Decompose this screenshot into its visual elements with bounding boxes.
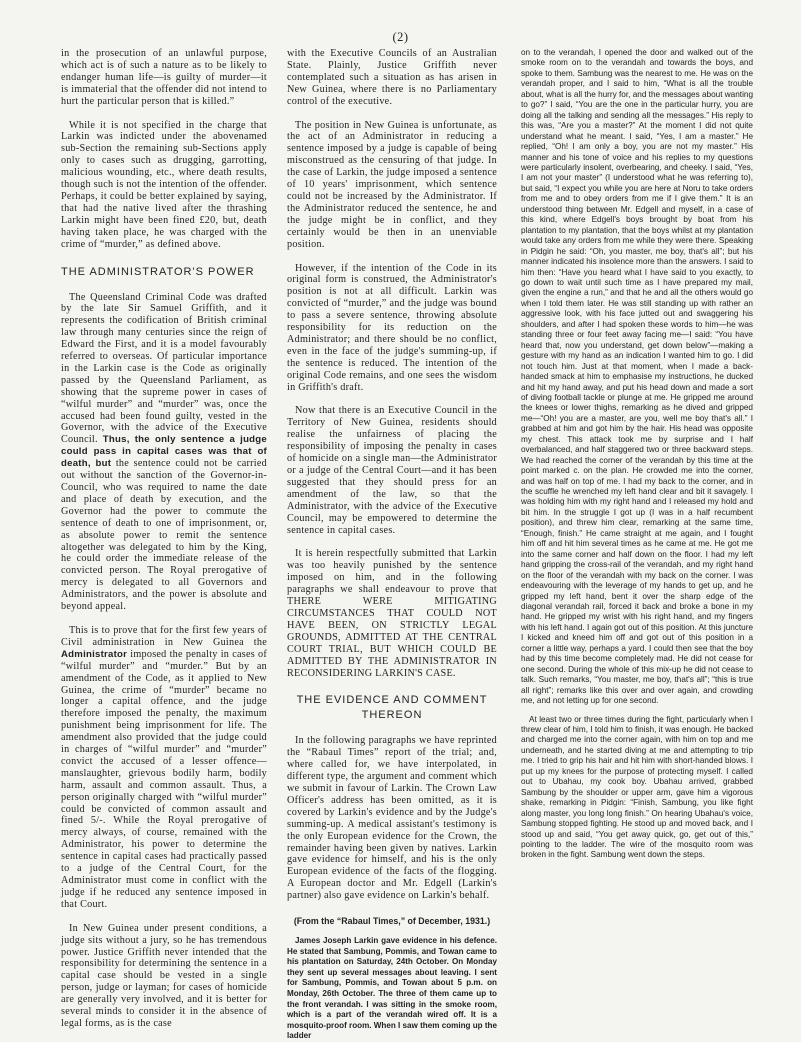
paragraph: in the prosecution of an unlawful purpose, which act is of such a nature as to be likely to endanger human life—is guilty of murder—it is immaterial that the offender did not intend to hurt the particular person that is killed.” — [61, 48, 267, 107]
text-run: the sentence could not be carried out without the sanction of the Governor-in-Council, who was required to name the date and place of death by execution, and the Governor had the power to commute the sentence of death to one of imprisonment, or, as absolute power to remit the sentence altogether was delegated to him by the King, he could order the immediate release of the convicted person. The Royal prerogative of mercy is delegated to all Governors and Administrators, and the power is absolute and beyond appeal. — [61, 458, 268, 613]
paragraph: In New Guinea under present conditions, a judge sits without a jury, so he has tremendous power. Justice Griffith never intended that the responsibility for determining the sentence in a capital case should be vested in a single person, judge or layman; for cases of homicide are generally very involved, and it is better for several minds to consider it in the absence of legal forms, as is the case — [61, 922, 267, 1029]
paragraph: on to the verandah, I opened the door and walked out of the smoke room on to the verandah and towards the boys, and spoke to them. Sambung was the nearest to me. He was on the verandah proper, and I said to him, “What is all the trouble about, what is all the hurry for, and the messages about wanting to go?” I said, “You are the one in the particular hurry, you are doing all the talking and sending all the messages.” His reply to this was, “Are you a master?” At the moment I did not quite understand what he meant. I said, “Yes, I am a master.” He replied, “Oh! I am only a boy, you are not my master.” His manner and his tone of voice and his replies to my questions were particularly insolent, overbearing, and cheeky. I said, “Yes, I am not your master” (I understood what he was referring to), but said, “I expect you while you are here at Noru to take orders from me and to obey orders from me if I give them.” It is an understood thing between Mr. Edgell and myself, in a case of this kind, where Edgell's boys brought by boat from his plantation to my plantation, that the boys whilst at my plantation would take any orders from me while they were there. Speaking in Pidgin he said: “Oh, you master, me boy, that's all”; but his manner indicated his insolence more than the answers. I said to him then: “Have you heard what I have said to you exactly, to go down to wait until such time as I have prepared my mail, given the engine a run,” and that he and all the others would go when I told them later. He was still standing up with rather an aggressive look, with his face jutted out and swaggering his shoulders, and after I had spoken these words to him—he was standing three or four feet away facing me—I said: “You have heard that, now you understand, get down below”—making a gesture with my hand as an indication I wanted him to go. I did not touch him. Just at that moment, when I made a back-handed smack at him to emphasise my instructions, he ducked and hit my hand away, and put his head down and made a sort of diving football tackle or plunge at me. He gripped me around the knees or lower thighs, remarking as he dived and gripped me—“Oh! you are a master, are you, well me boy that's all.” I grabbed at him and got him by the hair. His head was opposite my chest. This attack took me by surprise and I half overbalanced, and half staggered two or three backward steps. We had reached the corner of the verandah by this time at the point marked c. on the plan. He crowded me into the corner, and was half on top of me. I had my back to the corner, and in the scuffle he wrenched my left hand clear and bit it savagely. I was holding him with my right hand and I released my hold and bit him. In the struggle I got up (I was in a half recumbent position), and threw him clear, remarking at the same time, “Enough, finish.” He came straight at me again, and I fought him off and hit him several times as he came at me. He got me into the same corner and half down on the floor. I had my left hand gripping the cross-rail of the verandah, and my right hand on the floor of the verandah with my back on the corner. I was endeavouring with the leverage of my hands to get up, and he gripped my left hand, bent it over the sharp edge of the diagonal verandah rail, forced it back and broke a bone in my hand. He gripped my wrist with his right hand, and my fingers with his left hand. I again got out of this position. At this juncture I kicked and kneed him off and got out of this position in a corner a little way, perhaps a yard. I could then see that the boy had by this time become completely mad. He did not cease for one second. During the whole of this mix-up he did not cease to talk. Such remarks, “You master, me boy, that's all”; “this is true all right”; remarks like this over and over again, and crowding me, and not letting up for one second. — [521, 48, 753, 706]
page-number: (2) — [392, 30, 409, 44]
paragraph: However, if the intention of the Code in its original form is construed, the Administrator's position is not at all difficult. Larkin was convicted of “murder,” and the judge was bound to pass a severe sentence, throwing absolute responsibility for its reduction on the Administrator; and there should be no conflict, even in the face of the judge's summing-up, if the sentence is reduced. The intention of the original Code remains, and one sees the wisdom in Griffith's draft. — [287, 262, 497, 393]
paragraph: At least two or three times during the fight, particularly when I threw clear of him, I told him to finish, it was enough. He backed and charged me into the corner again, with him on top and me underneath, and he started diving at me and attempting to trip me. I tried to grip his hair and hit him with short-handed blows. I put up my knees for the purpose of protecting myself. I called out to Ubahau, my cook boy. Ubahau arrived, grabbed Sambung by the shoulder or upper arm, gave him a vigorous shake, remarking in Pidgin: “Finish, Sambung, you like fight along master, you long long finish.” On hearing Ubahau's voice, Sambung stopped fighting. He stood up and moved back, and I stood up and said, “You get away quick, go, get out of this,” pointing to the ladder. The wire of the mosquito room was broken in the fight. Sambung went down the steps. — [521, 714, 753, 860]
section-heading: THE ADMINISTRATOR'S POWER — [61, 265, 255, 278]
section-heading: THE EVIDENCE AND COMMENT THEREON — [296, 694, 488, 722]
paragraph — [287, 548, 497, 679]
paragraph — [61, 625, 267, 911]
paragraph: While it is not specified in the charge that Larkin was indicted under the abovenamed sub-Section the remaining sub-Sections apply only to cases such as drugging, garrotting, malicious wounding, etc., where death results, though such is not the intention of the offender. Perhaps, it could be better explained by saying, that had the native lived after the thrashing Larkin might have been fined £20, but, death having taken place, he was charged with the crime of “murder,” as defined above. — [61, 119, 267, 250]
bold-text: Thus, the only sentence a judge could pass in capital cases was that of death, but — [61, 434, 267, 470]
paragraph — [61, 292, 267, 613]
paragraph: with the Executive Councils of an Australian State. Plainly, Justice Griffith never contemplated such a situation as has arisen in New Guinea, where there is no Parliamentary control of the executive. — [287, 48, 497, 107]
bold-text: Administrator — [61, 648, 128, 660]
paragraph: In the following paragraphs we have reprinted the “Rabaul Times” report of the trial; and, where called for, we have interpolated, in different type, the argument and comment which we submit in favour of Larkin. The Crown Law Officer's address has been omitted, as it is covered by Larkin's evidence and by the Judge's summing-up. A medical assistant's testimony is the only European evidence for the Crown, the remainder having been given by natives. Larkin gave evidence for himself, and his is the only European evidence of the facts of the flogging. A European doctor and Mr. Edgell (Larkin's partner) also gave evidence on Larkin's behalf. — [287, 735, 498, 902]
paragraph: The position in New Guinea is unfortunate, as the act of an Administrator in reducing a sentence imposed by a judge is capable of being misconstrued as the censuring of that judge. In the case of Larkin, the judge imposed a sentence of 10 years' imprisonment, which sentence could not be increased by the Administrator. If the Administrator reduced the sentence, he and the judge might be in conflict, and they certainly would be then in an unenviable position. — [287, 119, 497, 250]
paragraph: Now that there is an Executive Council in the Territory of New Guinea, residents should realise the unfairness of placing the responsibility of imposing the penalty in cases of homicide on a single man—the Administrator or a judge of the Central Court—and it has been suggested that they should press for an amendment of the law, so that the Administrator, with the advice of the Executive Council, may be empowered to determine the sentence in capital cases. — [287, 405, 497, 536]
paragraph: James Joseph Larkin gave evidence in his defence. He stated that Sambung, Pommis, and Towan came to his plantation on Saturday, 24th October. On Monday they sent up several messages about leaving. I sent for Sambung, Pommis, and Towan about 5 p.m. on Monday, 26th October. The three of them came up to the front verandah. I was sitting in the smoke room, which is a part of the verandah wired off. It is a mosquito-proof room. When I saw them coming up the ladder — [287, 936, 497, 1041]
source-citation: (From the “Rabaul Times,” of December, 1931.) — [293, 916, 491, 927]
column-2 — [287, 48, 498, 1041]
text-run: imposed the penalty in cases of “wilful murder” and “murder.” But by an amendment of the Code, as it applied to New Guinea, the crime of “murder” became no longer a capital offence, and the judge therefore imposed the penalty, the maximum punishment being imprisonment for life. The amendment also provided that the judge could in charges of “wilful murder” and “murder” convict the accused of a lesser offence—manslaughter, grievous bodily harm, bodily harm, assault and common assault. Thus, a person originally charged with “wilful murder” could be convicted of common assault and fined 5/-. While the Royal prerogative of mercy always, of course, remained with the Administrator, his power to determine the sentence in capital cases had practically passed to a judge of the Central Court, for the Administrator must come in conflict with the judge if he reduced any sentence imposed in that Court. — [61, 648, 268, 910]
caps-text: THERE WERE MITIGATING CIRCUMSTANCES THAT COULD NOT HAVE BEEN, ON STRICTLY LEGAL GROUNDS, ADMITTED AT THE CENTRAL COURT TRIAL, BUT WHICH COULD BE ADMITTED BY THE ADMINISTRATOR IN RECONSIDERING LARKIN'S CASE. — [287, 596, 497, 679]
text-run: The Queensland Criminal Code was drafted by the late Sir Samuel Griffith, and it represents the codification of British criminal law through many centuries since the reign of Edward the First, and it is a model favourably referred to overseas. Of particular importance in the Larkin case is the Code as originally passed by the Queensland Parliament, as showing that the supreme power in cases of “wilful murder” and “murder” was, once the accused had been found guilty, vested in the Governor, with the advice of the Executive Council. — [61, 291, 267, 446]
column-3 — [521, 48, 753, 1032]
text-run: This is to prove that for the first few years of Civil administration in New Guinea the — [61, 624, 267, 648]
text-run: It is herein respectfully submitted that Larkin was too heavily punished by the sentence imposed on him, and in the following paragraphs we shall endeavour to prove that — [287, 548, 497, 596]
column-1 — [61, 48, 267, 1032]
